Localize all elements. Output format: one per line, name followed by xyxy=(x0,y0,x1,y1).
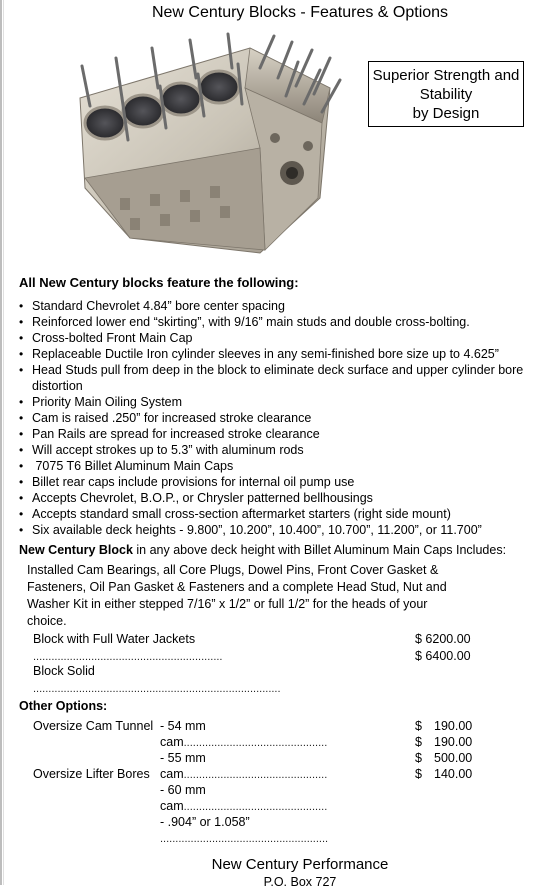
other-options-heading: Other Options: xyxy=(19,699,108,713)
callout-line-1: Superior Strength and xyxy=(372,67,520,84)
includes-line-2: Fasteners, Oil Pan Gasket & Fasteners and a complete Head Stud, Nut and xyxy=(27,580,447,594)
callout-line-2: Stability xyxy=(419,86,473,103)
dot-leader: ....................................................... xyxy=(160,833,329,845)
feature-item: • Will accept strokes up to 5.3” with aluminum rods xyxy=(18,442,538,458)
includes-line-4: choice. xyxy=(27,614,67,628)
dot-leader: ................................................................................. xyxy=(33,683,281,695)
feature-item: • Reinforced lower end “skirting”, with 9/16” main studs and double cross-bolting. xyxy=(18,314,538,330)
option-dollar-1: $ xyxy=(415,719,422,733)
option-dollar-4: $ xyxy=(415,767,422,781)
includes-body xyxy=(27,562,487,630)
callout-box xyxy=(368,61,524,127)
engine-block-image xyxy=(60,28,360,268)
feature-item: • Billet rear caps include provisions for internal oil pump use xyxy=(18,474,538,490)
footer-address: P.O. Box 727 xyxy=(263,875,337,889)
block-item-water-jackets: Block with Full Water Jackets xyxy=(33,632,196,646)
includes-bold: New Century Block xyxy=(19,543,133,557)
option-price-2: 190.00 xyxy=(434,735,473,749)
includes-heading xyxy=(19,543,549,557)
callout-line-3: by Design xyxy=(412,105,480,122)
option-price-1: 190.00 xyxy=(434,719,473,733)
footer-company: New Century Performance xyxy=(211,856,389,873)
block-item-solid: Block Solid xyxy=(33,664,95,678)
option-55mm: - 55 mm xyxy=(160,751,206,765)
page-title: New Century Blocks - Features & Options xyxy=(151,4,449,21)
option-60mm-cam: cam............................................... xyxy=(160,799,328,813)
option-dollar-2: $ xyxy=(415,735,422,749)
feature-item: • Cross-bolted Front Main Cap xyxy=(18,330,538,346)
option-price-4: 140.00 xyxy=(434,767,473,781)
option-55mm-cam: cam............................................... xyxy=(160,767,328,781)
feature-item: • Cam is raised .250” for increased stroke clearance xyxy=(18,410,538,426)
block-price-1: $ 6200.00 xyxy=(415,632,471,646)
feature-item: • Accepts Chevrolet, B.O.P., or Chrysler patterned bellhousings xyxy=(18,490,538,506)
block-price-2: $ 6400.00 xyxy=(415,649,471,663)
option-label-cam-tunnel: Oversize Cam Tunnel xyxy=(33,719,154,733)
includes-line-1: Installed Cam Bearings, all Core Plugs, Dowel Pins, Front Cover Gasket & xyxy=(27,563,439,577)
option-price-3: 500.00 xyxy=(434,751,473,765)
feature-item: • Standard Chevrolet 4.84” bore center spacing xyxy=(18,298,538,314)
includes-line-3: Washer Kit in either stepped 7/16” x 1/2” or full 1/2” for the heads of your xyxy=(27,597,428,611)
feature-item: • Six available deck heights - 9.800”, 10.200”, 10.400”, 10.700”, 11.200”, or 11.700” xyxy=(18,522,538,538)
left-border xyxy=(0,0,2,885)
feature-list xyxy=(18,298,538,538)
dot-leader: .............................................................. xyxy=(33,651,223,663)
feature-item: • Replaceable Ductile Iron cylinder sleeves in any semi-finished bore size up to 4.625” xyxy=(18,346,538,362)
option-54mm-cam: cam............................................... xyxy=(160,735,328,749)
feature-item: • Head Studs pull from deep in the block to eliminate deck surface and upper cylinder bore distortion xyxy=(18,362,538,394)
option-lifter-size: - .904” or 1.058” xyxy=(160,815,250,829)
option-54mm: - 54 mm xyxy=(160,719,206,733)
option-label-lifter-bores: Oversize Lifter Bores xyxy=(33,767,150,781)
features-heading: All New Century blocks feature the following: xyxy=(19,275,299,290)
feature-item: • Pan Rails are spread for increased stroke clearance xyxy=(18,426,538,442)
option-60mm: - 60 mm xyxy=(160,783,206,797)
left-border-inner xyxy=(3,0,4,885)
includes-rest: in any above deck height with Billet Aluminum Main Caps Includes: xyxy=(132,543,507,557)
feature-item: • Accepts standard small cross-section aftermarket starters (right side mount) xyxy=(18,506,538,522)
option-dollar-3: $ xyxy=(415,751,422,765)
feature-item: • 7075 T6 Billet Aluminum Main Caps xyxy=(18,458,538,474)
feature-item: • Priority Main Oiling System xyxy=(18,394,538,410)
